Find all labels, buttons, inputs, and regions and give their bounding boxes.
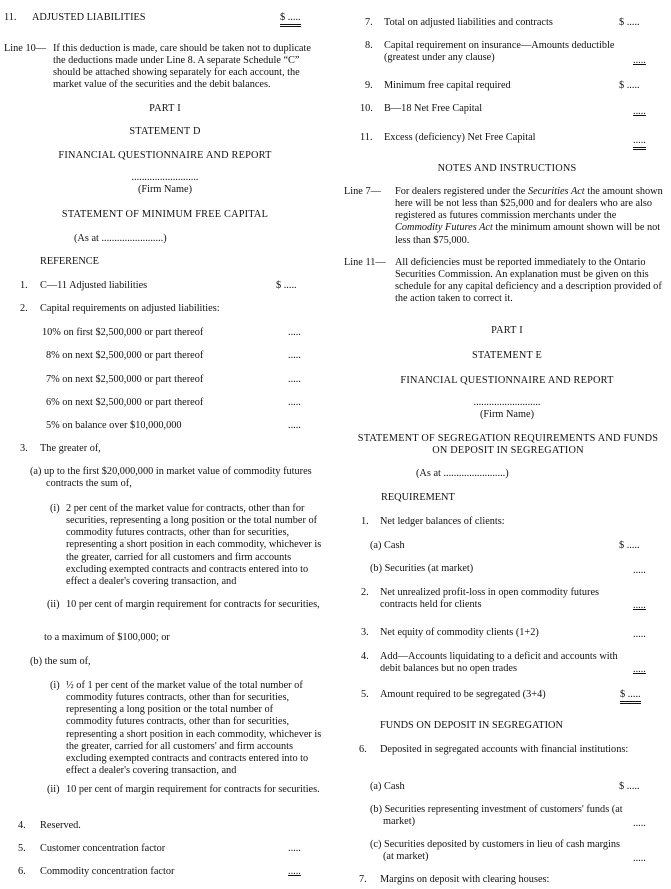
reference-heading: REFERENCE bbox=[40, 256, 99, 267]
as-at-line: (As at ........................) bbox=[74, 233, 167, 244]
line-11-label: Line 11— bbox=[344, 257, 386, 268]
line-10-text: If this deduction is made, care should be taken not to duplicate the deductions made under Line 8. A separate Schedule “C” should be attached showing separately for each account, the market value of the securities and the debit balances. bbox=[53, 43, 311, 91]
item-7-number: 7. bbox=[365, 17, 373, 28]
clause-a-i-number: (i) bbox=[50, 503, 60, 514]
item-5-number: 5. bbox=[18, 843, 26, 854]
item-4-text: Reserved. bbox=[40, 820, 81, 831]
item-10-dots: ..... bbox=[633, 106, 646, 117]
e-item-6-number: 6. bbox=[359, 744, 367, 755]
line-11-text: All deficiencies must be reported immediately to the Ontario Securities Commission. An explanation must be given on this schedule for any capital deficiency and a description provided of the action taken to correct it. bbox=[395, 257, 662, 305]
report-title: FINANCIAL QUESTIONNAIRE AND REPORT bbox=[58, 150, 272, 161]
e-item-6a-amount: $ ..... bbox=[619, 781, 640, 792]
firm-name-line: .......................... bbox=[131, 172, 199, 183]
e-item-2-text: Net unrealized profit-loss in open commodity futures contracts held for clients bbox=[380, 587, 600, 611]
item-9-text: Minimum free capital required bbox=[384, 80, 511, 91]
e-item-6b: (b) Securities representing investment of customers' funds (at market) bbox=[370, 804, 623, 828]
rate-row-3: 7% on next $2,500,000 or part thereof bbox=[46, 374, 204, 385]
e-item-6b-dots: ..... bbox=[633, 818, 646, 829]
item-2-text: Capital requirements on adjusted liabilities: bbox=[40, 303, 220, 314]
item-1-text: C—11 Adjusted liabilities bbox=[40, 280, 148, 291]
e-item-3-text: Net equity of commodity clients (1+2) bbox=[380, 627, 539, 638]
clause-a-ii-number: (ii) bbox=[47, 599, 60, 610]
e-item-7-text: Margins on deposit with clearing houses: bbox=[380, 874, 550, 885]
report-title-right: FINANCIAL QUESTIONNAIRE AND REPORT bbox=[400, 375, 614, 386]
statement-heading: STATEMENT D bbox=[129, 126, 201, 137]
e-item-5-number: 5. bbox=[361, 689, 369, 700]
item-10-number: 10. bbox=[360, 103, 373, 114]
e-item-7-number: 7. bbox=[359, 874, 367, 885]
item-9-amount: $ ..... bbox=[619, 80, 640, 91]
e-item-3-dots: ..... bbox=[633, 629, 646, 640]
item-3-text: The greater of, bbox=[40, 443, 101, 454]
as-at-line-right: (As at ........................) bbox=[416, 468, 509, 479]
item-11-dots-right: ..... bbox=[633, 135, 646, 150]
e-item-2-dots: ..... bbox=[633, 600, 646, 611]
item-6-dots: ..... bbox=[288, 866, 301, 877]
statement-e-heading: STATEMENT E bbox=[471, 350, 543, 361]
e-item-1a: (a) Cash bbox=[370, 540, 405, 551]
clause-b-ii-number: (ii) bbox=[47, 784, 60, 795]
maximum-text: to a maximum of $100,000; or bbox=[44, 632, 170, 643]
item-5-dots: ..... bbox=[288, 843, 301, 854]
line-7-label: Line 7— bbox=[344, 186, 381, 197]
item-4-number: 4. bbox=[18, 820, 26, 831]
e-item-6c-dots: ..... bbox=[633, 853, 646, 864]
requirement-heading: REQUIREMENT bbox=[381, 492, 455, 503]
item-11-number-right: 11. bbox=[360, 132, 373, 143]
item-10-text: B—18 Net Free Capital bbox=[384, 103, 483, 114]
firm-name-caption-right: (Firm Name) bbox=[479, 409, 535, 420]
item-5-text: Customer concentration factor bbox=[40, 843, 166, 854]
statement-title: STATEMENT OF MINIMUM FREE CAPITAL bbox=[61, 209, 269, 220]
item-9-number: 9. bbox=[365, 80, 373, 91]
notes-title: NOTES AND INSTRUCTIONS bbox=[437, 163, 577, 174]
e-item-6a: (a) Cash bbox=[370, 781, 405, 792]
item-6-text: Commodity concentration factor bbox=[40, 866, 175, 877]
e-item-5-amount: $ ..... bbox=[620, 689, 641, 704]
item-6-number: 6. bbox=[18, 866, 26, 877]
line-10-label: Line 10— bbox=[4, 43, 47, 54]
item-8-dots: ..... bbox=[633, 55, 646, 66]
e-item-6c: (c) Securities deposited by customers in lieu of cash margins (at market) bbox=[370, 839, 621, 863]
e-item-6-text: Deposited in segregated accounts with financial institutions: bbox=[380, 744, 629, 755]
e-item-4-dots: ..... bbox=[633, 664, 646, 675]
item-11-number: 11. bbox=[4, 12, 17, 23]
clause-a-text: (a) up to the first $20,000,000 in market value of commodity futures contracts the sum of, bbox=[30, 466, 312, 490]
rate-row-2-dots: ..... bbox=[288, 350, 301, 361]
e-item-1a-amount: $ ..... bbox=[619, 540, 640, 551]
item-2-number: 2. bbox=[20, 303, 28, 314]
item-8-number: 8. bbox=[365, 40, 373, 51]
e-item-4-number: 4. bbox=[361, 651, 369, 662]
clause-b-text: (b) the sum of, bbox=[30, 656, 91, 667]
rate-row-5-dots: ..... bbox=[288, 420, 301, 431]
rate-row-4: 6% on next $2,500,000 or part thereof bbox=[46, 397, 204, 408]
clause-a-i-text: 2 per cent of the market value for contracts, other than for securities, representing a long position or the total number of commodity futures contracts, other than for securities, representing a short position in each commodity, whichever is the greater, carried for all customers and firm accounts excluding exempted contracts and contracts entered into to effect a dealer's covering transaction, and bbox=[66, 503, 322, 587]
rate-row-5: 5% on balance over $10,000,000 bbox=[46, 420, 182, 431]
e-item-3-number: 3. bbox=[361, 627, 369, 638]
segregation-title: STATEMENT OF SEGREGATION REQUIREMENTS AND FUNDS ON DEPOSIT IN SEGREGATION bbox=[357, 433, 659, 457]
rate-row-1: 10% on first $2,500,000 or part thereof bbox=[42, 327, 204, 338]
item-7-text: Total on adjusted liabilities and contracts bbox=[384, 17, 553, 28]
line-7-text: For dealers registered under the Securities Act the amount shown here will be not less than $25,000 and for dealers who are also registered as futures commission merchants under the Commodity Futures Act the minimum amount shown will be not less than $75,000. bbox=[395, 186, 663, 246]
rate-row-1-dots: ..... bbox=[288, 327, 301, 338]
item-1-number: 1. bbox=[20, 280, 28, 291]
e-item-2-number: 2. bbox=[361, 587, 369, 598]
firm-name-caption: (Firm Name) bbox=[137, 184, 193, 195]
part-heading: PART I bbox=[149, 103, 181, 114]
e-item-1-number: 1. bbox=[361, 516, 369, 527]
rate-row-3-dots: ..... bbox=[288, 374, 301, 385]
clause-b-i-number: (i) bbox=[50, 680, 60, 691]
e-item-1b: (b) Securities (at market) bbox=[370, 563, 474, 574]
firm-name-line-right: .......................... bbox=[473, 397, 541, 408]
item-7-amount: $ ..... bbox=[619, 17, 640, 28]
item-1-amount: $ ..... bbox=[276, 280, 297, 291]
item-3-number: 3. bbox=[20, 443, 28, 454]
clause-a-ii-text: 10 per cent of margin requirement for contracts for securities, bbox=[66, 599, 320, 610]
e-item-1b-dots: ..... bbox=[633, 565, 646, 576]
funds-heading: FUNDS ON DEPOSIT IN SEGREGATION bbox=[380, 720, 563, 731]
rate-row-2: 8% on next $2,500,000 or part thereof bbox=[46, 350, 204, 361]
item-8-text: Capital requirement on insurance—Amounts deductible (greatest under any clause) bbox=[384, 40, 615, 64]
e-item-1-text: Net ledger balances of clients: bbox=[380, 516, 505, 527]
e-item-4-text: Add—Accounts liquidating to a deficit and accounts with debit balances but no open trades bbox=[380, 651, 618, 675]
clause-b-ii-text: 10 per cent of margin requirement for contracts for securities. bbox=[66, 784, 320, 795]
e-item-5-text: Amount required to be segregated (3+4) bbox=[380, 689, 546, 700]
item-11-text-right: Excess (deficiency) Net Free Capital bbox=[384, 132, 536, 143]
item-11-label: ADJUSTED LIABILITIES bbox=[32, 12, 146, 23]
item-11-amount: $ ..... bbox=[280, 12, 301, 27]
part-heading-right: PART I bbox=[491, 325, 523, 336]
rate-row-4-dots: ..... bbox=[288, 397, 301, 408]
clause-b-i-text: ½ of 1 per cent of the market value of the total number of commodity futures contracts, other than for securities, representing a long position or the total number of commodity futures contracts, other than for securities, representing a short position in each commodity, whichever is the greater, carried for all customers' and firm accounts excluding exempted contracts and contracts entered into to effect a dealer's covering transaction, and bbox=[66, 680, 322, 776]
